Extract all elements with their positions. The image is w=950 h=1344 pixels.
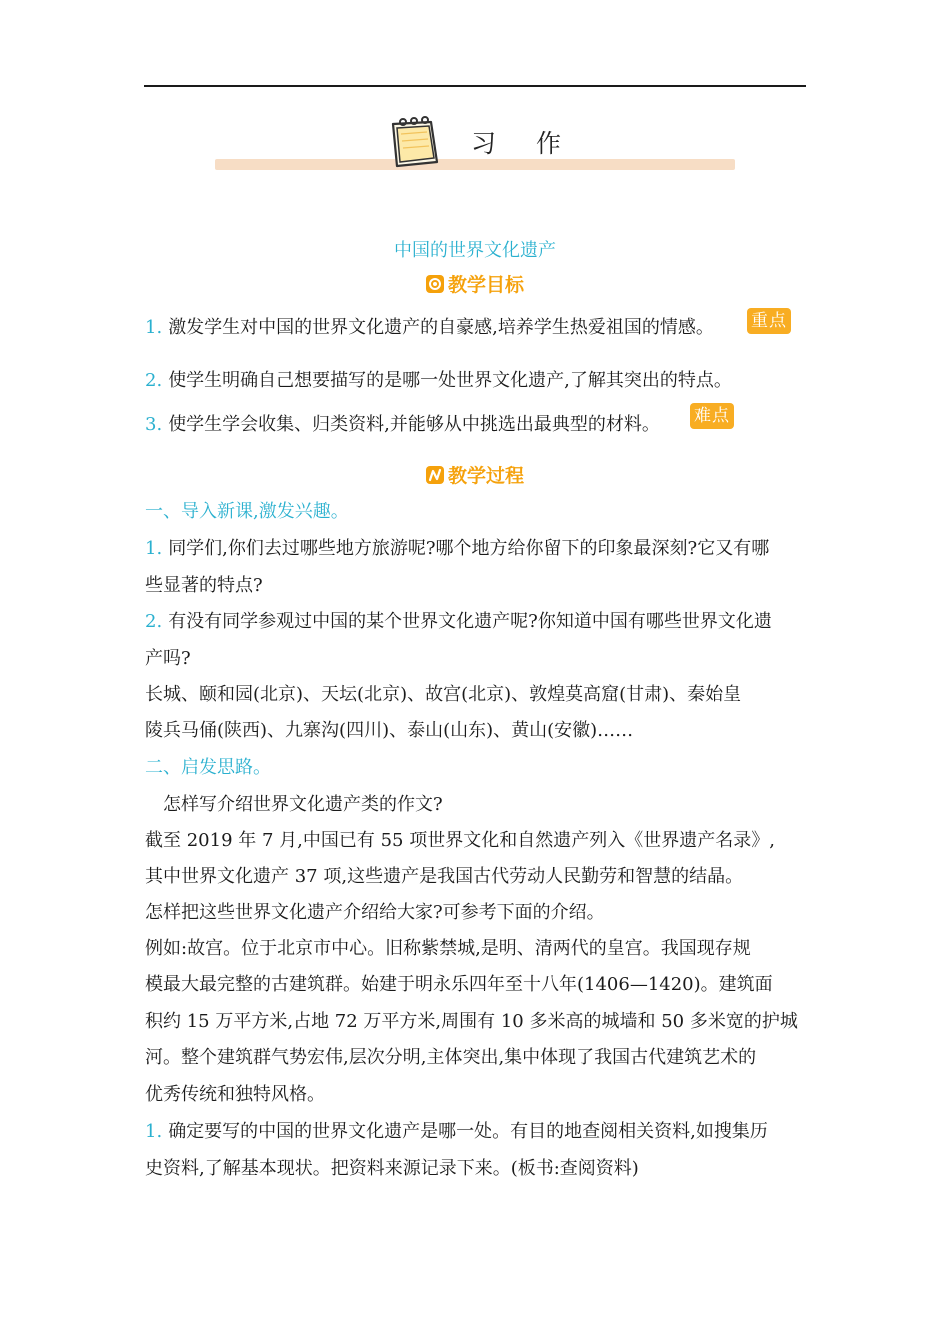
objective-text: 激发学生对中国的世界文化遗产的自豪感,培养学生热爱祖国的情感。	[168, 317, 714, 338]
notepad-icon	[387, 114, 443, 170]
process-icon	[426, 466, 444, 484]
example-line5: 优秀传统和独特风格。	[145, 1084, 325, 1105]
part1-question2-line1	[145, 610, 772, 634]
step1-line2: 史资料,了解基本现状。把资料来源记录下来。(板书:查阅资料)	[145, 1158, 639, 1179]
question-num: 2.	[145, 611, 163, 632]
part2-para1-line1: 截至 2019 年 7 月,中国已有 55 项世界文化和自然遗产列入《世界遗产名录》,	[145, 830, 775, 851]
objective-item-2	[145, 369, 732, 393]
part1-title: 一、导入新课,激发兴趣。	[145, 501, 349, 522]
question-text: 有没有同学参观过中国的某个世界文化遗产呢?你知道中国有哪些世界文化遗	[168, 611, 772, 632]
part2-title: 二、启发思路。	[145, 757, 271, 778]
heritage-list-line1: 长城、颐和园(北京)、天坛(北京)、故宫(北京)、敦煌莫高窟(甘肃)、秦始皇	[145, 684, 742, 705]
objective-num: 3.	[145, 414, 163, 435]
step-text: 确定要写的中国的世界文化遗产是哪一处。有目的地查阅相关资料,如搜集历	[168, 1121, 768, 1142]
heritage-list-line2: 陵兵马俑(陕西)、九寨沟(四川)、泰山(山东)、黄山(安徽)……	[145, 720, 634, 741]
part1-question1-line1	[145, 537, 769, 561]
target-icon	[426, 275, 444, 293]
objective-num: 2.	[145, 370, 163, 391]
part1-question2-line2: 产吗?	[145, 648, 191, 669]
objective-num: 1.	[145, 317, 163, 338]
step1-line1	[145, 1120, 768, 1144]
top-rule	[144, 85, 806, 87]
banner-title: 习作	[471, 129, 602, 158]
example-line4: 河。整个建筑群气势宏伟,层次分明,主体突出,集中体现了我国古代建筑艺术的	[145, 1047, 757, 1068]
objective-text: 使学生明确自己想要描写的是哪一处世界文化遗产,了解其突出的特点。	[168, 370, 732, 391]
part2-question: 怎样写介绍世界文化遗产类的作文?	[163, 794, 443, 815]
process-heading-text: 教学过程	[447, 465, 524, 487]
section-banner	[215, 112, 735, 172]
process-heading	[0, 461, 950, 488]
banner-bar	[215, 159, 735, 170]
part1-question1-line2: 些显著的特点?	[145, 575, 263, 596]
objectives-heading	[0, 270, 950, 297]
objectives-heading-text: 教学目标	[447, 274, 524, 296]
example-line1: 例如:故宫。位于北京市中心。旧称紫禁城,是明、清两代的皇宫。我国现存规	[145, 938, 751, 959]
example-line2: 模最大最完整的古建筑群。始建于明永乐四年至十八年(1406—1420)。建筑面	[145, 974, 773, 995]
part2-para1-line2: 其中世界文化遗产 37 项,这些遗产是我国古代劳动人民勤劳和智慧的结晶。	[145, 866, 744, 887]
objective-text: 使学生学会收集、归类资料,并能够从中挑选出最典型的材料。	[168, 414, 660, 435]
question-text: 同学们,你们去过哪些地方旅游呢?哪个地方给你留下的印象最深刻?它又有哪	[168, 538, 770, 559]
objective-item-3	[145, 413, 660, 437]
key-point-tag: 重点	[747, 308, 791, 334]
difficult-point-tag: 难点	[690, 403, 734, 429]
lesson-title: 中国的世界文化遗产	[394, 240, 556, 261]
question-num: 1.	[145, 538, 163, 559]
objective-item-1	[145, 316, 714, 340]
part2-para2: 怎样把这些世界文化遗产介绍给大家?可参考下面的介绍。	[145, 902, 605, 923]
example-line3: 积约 15 万平方米,占地 72 万平方米,周围有 10 多米高的城墙和 50 多米宽的护城	[145, 1011, 798, 1032]
step-num: 1.	[145, 1121, 163, 1142]
